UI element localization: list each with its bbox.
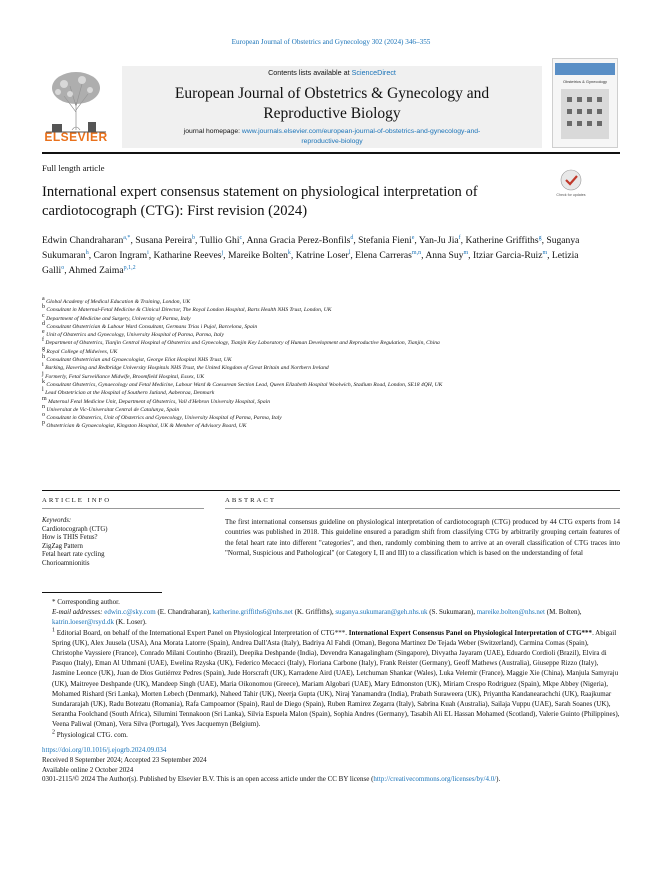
affiliation-text: Unit of Obstetrics and Gynecology, University Hospital of Parma, Parma, Italy — [46, 332, 224, 339]
author-name[interactable]: Katherine Griffiths — [465, 235, 539, 246]
abstract-underline — [225, 508, 620, 509]
author-affiliation-marker[interactable]: m,n — [411, 249, 422, 256]
email-owner: (S. Sukumaran), — [427, 608, 477, 617]
affiliation-key: d — [42, 321, 45, 328]
affiliation-text: Consultant Obstetrician and Gynaecologist, George Eliot Hospital NHS Trust, UK — [46, 357, 232, 364]
affiliation-text: Universitat de Vic-Universitat Central de Catalunya, Spain — [46, 406, 180, 413]
affiliation-key: n — [42, 404, 45, 410]
journal-title-line1: European Journal of Obstetrics & Gynecology and — [174, 85, 490, 102]
footnote-2-text: Physiological CTG. com. — [56, 730, 128, 739]
author-affiliation-marker[interactable]: a,* — [123, 234, 131, 241]
author-affiliation-marker[interactable]: h — [85, 249, 89, 256]
article-type: Full length article — [42, 163, 105, 173]
journal-title — [122, 84, 542, 124]
contents-line — [122, 68, 542, 77]
affiliation-text: Barking, Havering and Redbridge University Hospitals NHS Trust, the United Kingdom of Great Britain and Northern Ireland — [45, 365, 329, 372]
author-name[interactable]: Letizia Galli — [42, 250, 579, 276]
sciencedirect-link[interactable]: ScienceDirect — [351, 68, 396, 77]
doi-link[interactable]: https://doi.org/10.1016/j.ejogrb.2024.09.034 — [42, 746, 167, 754]
masthead — [42, 54, 620, 149]
affiliation-key: b — [42, 304, 45, 311]
author-affiliation-marker[interactable]: k — [287, 249, 291, 256]
keywords-block — [42, 517, 207, 568]
email-owner: (E. Chandraharan), — [155, 608, 213, 617]
affiliation-key: a — [42, 296, 45, 303]
affiliation-item — [42, 323, 610, 331]
affiliation-key: k — [42, 379, 45, 386]
affiliation-item — [42, 422, 610, 430]
affiliation-text: Department of Medicine and Surgery, University of Parma, Italy — [46, 315, 191, 322]
author-name[interactable]: Ahmed Zaima — [68, 265, 124, 276]
affiliation-item — [42, 331, 610, 339]
affiliation-text: Consultant Obstetrics, Gynaecology and Fetal Medicine, Labour Ward & Caesarean Section Lead, Queen Elizabeth Hospital Woolwich, Stadium Road, London, SE18 4QH, UK — [46, 381, 443, 388]
author-affiliation-marker[interactable]: g — [538, 234, 542, 241]
footnote-2-num: 2 — [52, 729, 55, 736]
affiliation-key: l — [42, 387, 44, 394]
email-link[interactable]: katrin.loeser@rsyd.dk — [52, 618, 115, 627]
abstract-text: The first international consensus guideline on physiological interpretation of cardiotocograph (CTG) produced by 44 CTG experts from 14 countries was published in 2018. This guideline ensured a paradigm shift from classifying CTG by arbitrarily grouping certain features of the fetal heart rate into different "categories", and then, randomly combining them to arrive at an overall classification of CTG traces into "Normal, Suspicious and Pathological" (or Category I, II and III) to a classification which is based on the understanding of fetal — [225, 518, 620, 557]
affiliation-item — [42, 370, 610, 381]
author-name[interactable]: Itziar Garcia-Ruiz — [472, 250, 543, 261]
received-dates: Received 8 September 2024; Accepted 23 September 2024 — [42, 755, 207, 764]
author-affiliation-marker[interactable]: c — [239, 234, 243, 241]
article-info-underline — [42, 508, 204, 509]
affiliation-key: c — [42, 312, 45, 319]
author-affiliation-marker[interactable]: b — [191, 234, 195, 241]
keywords-label: Keywords: — [42, 517, 72, 524]
affiliation-list — [42, 298, 610, 431]
author-affiliation-marker[interactable]: f — [458, 234, 461, 241]
affiliation-text: Lead Obstetrician at the Hospital of Southern Jutland, Aabenraa, Denmark — [45, 390, 215, 397]
author-list: Edwin Chandraharan$^{a,*}$, Susana Pereira$^b$, Tullio Ghi$^c$, Anna Gracia Perez-Bonfils$^d$, Stefania Fieni$^e$, Yan-Ju Jia$^f$, Katherine Griffiths$^g$, Suganya Sukumaran$^h$, Caron Ingram$^i$, Katharine Reeves$^j$, Mareike Bolten$^k$, Katrine Loser$^l$, Elena Carreras$^{m,n}$, Anna Suy$^m$, Itziar Garcia-Ruiz$^m$, Letizia Galli$^o$, Ahmed Zaima$^{p,1,2}$ — [42, 234, 580, 276]
affiliation-item — [42, 312, 610, 323]
article-title: International expert consensus statement on physiological interpretation of cardiotocograph (CTG): First revision (2024) — [42, 184, 478, 219]
author-affiliation-marker[interactable]: l — [348, 249, 351, 256]
publisher-wordmark: ELSEVIER — [44, 130, 108, 144]
keyword-list — [42, 526, 207, 569]
author-name[interactable]: Anna Gracia Perez-Bonfils — [246, 235, 351, 246]
affiliation-key: p — [42, 420, 45, 427]
email-label: E-mail addresses: — [52, 608, 105, 617]
license-line — [42, 775, 620, 785]
author-name[interactable]: Mareike Bolten — [227, 250, 288, 261]
affiliation-item — [42, 381, 610, 389]
affiliation-item — [42, 339, 610, 347]
email-link[interactable]: mareike.bolten@nhs.net — [476, 608, 545, 617]
email-owner: (M. Bolten), — [544, 608, 582, 617]
masthead-divider — [42, 152, 620, 154]
author-affiliation-marker[interactable]: p,1,2 — [123, 264, 136, 271]
affiliation-text: Global Academy of Medical Education & Training, London, UK — [46, 299, 191, 305]
license-link[interactable]: http://creativecommons.org/licenses/by/4.0/ — [373, 775, 497, 784]
affiliation-key: m — [42, 395, 47, 402]
footnote-rule — [42, 592, 162, 593]
affiliation-text: Maternal Fetal Medicine Unit, Department of Obstetrics, Vall d'Hebron University Hospital, Spain — [48, 398, 270, 405]
keyword-item: Chorioamnionitis — [42, 559, 90, 567]
author-name[interactable]: Stefania Fieni — [358, 235, 412, 246]
abstract-heading: ABSTRACT — [225, 497, 276, 504]
cover-title: Obstetrics & Gynecology — [562, 79, 608, 84]
footnote-1-bold: International Expert Consensus Panel on Physiological Interpretation of CTG*** — [348, 628, 593, 637]
section-divider — [42, 490, 620, 491]
email-owner: (K. Loser). — [114, 618, 147, 627]
author-affiliation-marker[interactable]: e — [411, 234, 415, 241]
available-online: Available online 2 October 2024 — [42, 765, 134, 774]
author-name[interactable]: Tullio Ghi — [199, 235, 240, 246]
homepage-prefix: journal homepage: — [183, 128, 242, 135]
affiliation-text: Consultant in Obstetrics, Unit of Obstetrics and Gynecology, University Hospital of Parma, Parma, Italy — [46, 415, 282, 422]
affiliation-text: Consultant Obstetrician & Labour Ward Consultant, Germans Trias i Pujol, Barcelona, Spain — [46, 323, 258, 330]
homepage-line — [122, 127, 542, 146]
author-name[interactable]: Edwin Chandraharan — [42, 235, 124, 246]
affiliation-text: Royal College of Midwives, UK — [46, 348, 118, 355]
author-affiliation-marker[interactable]: d — [350, 234, 354, 241]
journal-cover-thumbnail[interactable] — [552, 58, 618, 148]
footnote-1-lead: Editorial Board, on behalf of the International Expert Panel on Physiological Interpretation of CTG***. — [56, 628, 349, 637]
affiliation-key: j — [42, 370, 44, 377]
author-name[interactable]: Susana Pereira — [135, 235, 192, 246]
affiliation-item — [42, 356, 610, 364]
email-owner: (K. Griffiths), — [292, 608, 336, 617]
affiliation-key: o — [42, 412, 45, 419]
author-name[interactable]: Anna Suy — [425, 250, 464, 261]
affiliation-text: Formerly, Fetal Surveillance Midwife, Broomfield Hospital, Essex, UK — [45, 373, 205, 380]
email-addresses — [42, 607, 620, 627]
author-affiliation-marker[interactable]: m — [463, 249, 469, 256]
affiliation-item — [42, 345, 610, 356]
author-name[interactable]: Katrine Loser — [295, 250, 349, 261]
affiliation-item — [42, 395, 610, 406]
affiliation-item — [42, 298, 610, 306]
article-info-heading: ARTICLE INFO — [42, 497, 112, 504]
keyword-item: Cardiotocograph (CTG) — [42, 525, 108, 533]
affiliation-item — [42, 406, 610, 414]
keyword-item: ZigZag Pattern — [42, 542, 83, 550]
contents-prefix: Contents lists available at — [268, 68, 352, 77]
affiliation-key: e — [42, 329, 45, 336]
badge-label: Check for updates — [556, 193, 586, 197]
author-name[interactable]: Suganya Sukumaran — [42, 235, 580, 261]
email-link[interactable]: edwin.c@sky.com — [104, 608, 156, 617]
footnotes — [42, 597, 620, 740]
homepage-link[interactable]: www.journals.elsevier.com/european-journal-of-obstetrics-and-gynecology-and- — [241, 128, 481, 135]
journal-reference[interactable]: European Journal of Obstetrics and Gynecology 302 (2024) 346–355 — [231, 38, 431, 46]
affiliation-key: h — [42, 354, 45, 361]
email-link[interactable]: katherine.griffiths6@nhs.net — [212, 608, 293, 617]
email-link[interactable]: suganya.sukumaran@geh.nhs.uk — [335, 608, 428, 617]
footnote-1-text: . Abigail Spring (UK), Alex Juusela (USA), Ana Morata Latorre (Spain), Andrea Dall'Asta (Italy), Badriya Al Fahdi (Oman), Begona Martinez De Tejada Weber (Switzerland), Carmina Comas (Spain), Christophe Vayssiere (France), Conrado Milani Coutinho (Brazil), Deepika Deshpande (India), Devendra Kanagalingham (Singapore), Divyatha Jayaram (UAE), Eduardo Cordioli (Brazil), Elvira di Pasquo (Italy), Eman Al Uthmani (UAE), Ewelina Rzyska (UK), Federico Mecacci (Italy), Floriana Carbone (Italy), Frank Reister (Germany), Geoff Mathews (Australia), Giuseppe Rizzo (Italy), Jasmine Leonce (UK), Juan de Dios Gutiérrez Pedres (Spain), Jude Horscraft (UK), Karradene Aird (UAE), Letchuman Shankar (Wales), Luka Velemir (France), Maggie Xie (China), Manjula Samyraju (UK), Maitreyee Deshpande (UK), Mandeep Singh (UAE), Maria Oikonomou (Greece), Mariam Algobari (UAE), Mary Edmonston (UK), Miriam Crespo Rodriguez (Spain), Mkpe Abbey (Nigeria), Mohamed Rishard (Sri Lanka), Morten Lebech (Denmark), Naheed Tahir (UK), Neerja Gupta (UK), Niraj Yanamandra (India), Prabath Suraweera (UK), Priyantha Kandanearachchi (UK), Raajkumar Sundararajah (UK), Radu Botezatu (Romania), Rafa Campoamor (Spain), Raul de Diego (Spain), Ruben Ramirez Zegarra (Italy), Sabrina Kuah (Australia), Sailaja Vuppu (UAE), Sarah Soanes (UK), Serantha Foolchand (South Africa), Silumini Tennakoon (Sri Lanka), Silvia Espuela Malon (Spain), Sophia Andres (Germany), Tasabih Ali EL Hassan Mohamed (Scotland), Valerie Guinto (Philippines), Veena Paliwal (Oman), Vera Silva (Portugal), Yves Jacquemyn (Belgium). — [52, 628, 620, 729]
author-affiliation-marker[interactable]: o — [61, 264, 65, 271]
affiliation-item — [42, 364, 610, 372]
footnote-2 — [42, 730, 620, 740]
author-affiliation-marker[interactable]: j — [221, 249, 224, 256]
affiliation-text: Obstetrician & Gynaecologist, Kingston Hospital, UK & Member of Advisory Board, UK — [46, 423, 247, 430]
homepage-link-cont[interactable]: reproductive-biology — [301, 137, 363, 145]
author-name[interactable]: Caron Ingram — [93, 250, 148, 261]
author-name[interactable]: Katharine Reeves — [153, 250, 222, 261]
affiliation-key: f — [42, 337, 44, 344]
corresponding-author-note: * Corresponding author. — [52, 598, 120, 606]
author-affiliation-marker[interactable]: m — [542, 249, 548, 256]
license-suffix: ). — [496, 775, 501, 784]
affiliation-key: i — [42, 362, 44, 369]
affiliation-item — [42, 389, 610, 397]
footnote-1-num: 1 — [52, 627, 55, 634]
affiliation-key: g — [42, 345, 45, 352]
journal-title-line2: Reproductive Biology — [263, 105, 401, 122]
author-affiliation-marker[interactable]: i — [147, 249, 149, 256]
affiliation-text: Department of Obstetrics, Tianjin Central Hospital of Obstetrics and Gynecology, Tianjin Key Laboratory of Human Development and Reproductive Regulation, Tianjin, China — [45, 340, 440, 347]
footnote-1 — [42, 628, 620, 730]
doi-block — [42, 746, 620, 785]
check-for-updates-badge-icon[interactable] — [556, 168, 586, 206]
license-prefix: 0301-2115/© 2024 The Author(s). Published by Elsevier B.V. This is an open access article under the CC BY license ( — [42, 775, 374, 784]
affiliation-item — [42, 414, 610, 422]
journal-header-box — [122, 66, 542, 148]
keyword-item: Fetal heart rate cycling — [42, 551, 105, 558]
keyword-item: How is THIS Fetus? — [42, 534, 98, 541]
affiliation-text: Consultant in Maternal-Fetal Medicine & Clinical Director, The Royal London Hospital, Barts Health NHS Trust, London, UK — [46, 307, 332, 314]
author-name[interactable]: Elena Carreras — [355, 250, 412, 261]
author-name[interactable]: Yan-Ju Jia — [418, 235, 459, 246]
affiliation-item — [42, 306, 610, 314]
